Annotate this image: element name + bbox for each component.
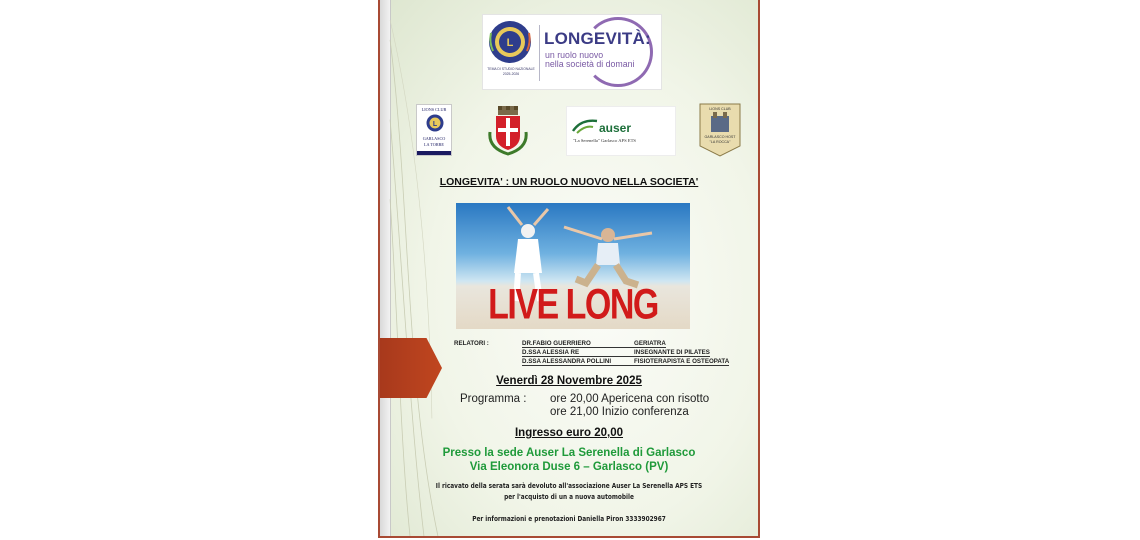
lions-club-garlasco-la-torre-logo: LIONS CLUB L GARLASCO LA TORRE bbox=[416, 104, 452, 156]
venue-address: Via Eleonora Duse 6 – Garlasco (PV) bbox=[469, 461, 669, 473]
relatori-label: RELATORI : bbox=[454, 340, 489, 347]
longevita-banner bbox=[482, 14, 662, 90]
event-date: Venerdì 28 Novembre 2025 bbox=[496, 375, 642, 387]
programma-item: ore 21,00 Inizio conferenza bbox=[550, 406, 689, 418]
speaker-name: DR.FABIO GUERRIERO bbox=[522, 340, 634, 348]
speaker-role: GERIATRA bbox=[634, 340, 666, 347]
speaker-role: FISIOTERAPISTA E OSTEOPATA bbox=[634, 358, 730, 365]
event-flyer bbox=[378, 0, 760, 538]
speaker-name: D.SSA ALESSIA RE bbox=[522, 349, 634, 357]
auser-mark-icon bbox=[571, 117, 599, 135]
svg-text:"LA ROCCA": "LA ROCCA" bbox=[709, 140, 731, 144]
page-title: LONGEVITA' : UN RUOLO NUOVO NELLA SOCIETA' bbox=[439, 176, 699, 188]
svg-text:GARLASCO HOST: GARLASCO HOST bbox=[704, 135, 736, 139]
auser-name: auser bbox=[599, 121, 632, 135]
banner-subtitle: un ruolo nuovo nella società di domani bbox=[545, 50, 635, 69]
banner-divider bbox=[539, 25, 540, 81]
svg-text:L: L bbox=[506, 37, 514, 49]
proceeds-note: Il ricavato della serata sarà devoluto all'associazione Auser La Serenella APS ETS bbox=[435, 482, 703, 490]
town-coat-of-arms-icon bbox=[484, 104, 532, 156]
contact-info: Per informazioni e prenotazioni Daniella Piron 3333902967 bbox=[472, 515, 666, 523]
lions-host-pennant-logo bbox=[698, 102, 742, 158]
live-long-life-photo bbox=[456, 203, 690, 329]
speaker-role: INSEGNANTE DI PILATES bbox=[634, 349, 710, 356]
ingresso-price: Ingresso euro 20,00 bbox=[514, 427, 624, 439]
programma-item: ore 20,00 Apericena con risotto bbox=[550, 393, 710, 405]
svg-text:LIONS CLUB: LIONS CLUB bbox=[709, 107, 731, 111]
lions-icon bbox=[426, 114, 444, 132]
photo-caption: LIVE LONG bbox=[488, 281, 658, 329]
programma-label: Programma : bbox=[460, 393, 527, 405]
emblem-caption: TEMA DI STUDIO NAZIONALE 2025-2026 bbox=[487, 67, 535, 76]
svg-text:L: L bbox=[432, 121, 438, 128]
lions-emblem-icon bbox=[487, 19, 533, 65]
proceeds-note: per l'acquisto di un a nuova automobile bbox=[504, 493, 634, 501]
speaker-name: D.SSA ALESSANDRA POLLINI bbox=[522, 358, 634, 366]
banner-title: LONGEVITÀ: bbox=[544, 29, 651, 48]
auser-subtitle: "La Serenella" Garlasco APS ETS bbox=[573, 138, 636, 143]
auser-logo bbox=[566, 106, 676, 156]
venue-line: Presso la sede Auser La Serenella di Garlasco bbox=[442, 447, 696, 459]
